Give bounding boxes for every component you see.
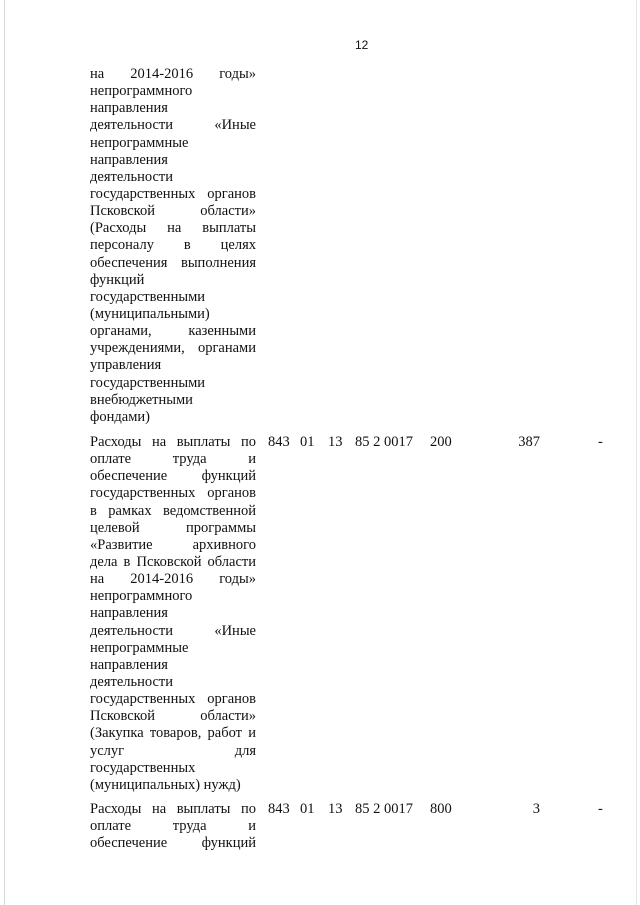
target-article-code: 85 2 0017 [355, 801, 413, 817]
description-line: непрограммного [90, 83, 193, 100]
description-line: (Закупка товаров, работ и [90, 725, 256, 742]
description-line: обеспечения выполнения [90, 254, 256, 271]
description-line: непрограммные [90, 639, 189, 656]
description-line: Псковской области» [90, 708, 256, 725]
admin-code: 843 [268, 801, 290, 817]
target-article-code: 85 2 0017 [355, 434, 413, 450]
description-line: на 2014-2016 годы» [90, 571, 256, 588]
empty-value-dash: - [598, 801, 603, 817]
description-line: (муниципальных) нужд) [90, 776, 241, 793]
description-line: направления [90, 100, 168, 117]
scan-edge-right [636, 0, 637, 905]
description-line: Псковской области» [90, 203, 256, 220]
description-line: персоналу в целях [90, 237, 256, 254]
description-line: учреждениями, органами [90, 340, 256, 357]
description-line: непрограммные [90, 134, 189, 151]
amount-value: 3 [532, 801, 540, 817]
empty-value-dash: - [598, 434, 603, 450]
description-line: на 2014-2016 годы» [90, 66, 256, 82]
row-description [90, 434, 256, 794]
description-line: оплате труда и [90, 451, 256, 468]
description-line: целевой программы [90, 519, 256, 536]
scan-edge-left [4, 0, 5, 905]
description-line: государственных органов [90, 691, 256, 708]
description-line: «Развитие архивного [90, 536, 256, 553]
row-description [90, 66, 256, 426]
description-line: государственных органов [90, 185, 256, 202]
section-code: 01 [300, 801, 315, 817]
description-line: оплате труда и [90, 818, 256, 835]
description-line: обеспечение функций [90, 835, 256, 852]
page-number: 12 [355, 38, 369, 52]
amount-value: 387 [518, 434, 540, 450]
description-line: направления [90, 656, 168, 673]
description-line: деятельности «Иные [90, 622, 256, 639]
description-line: (муниципальными) [90, 305, 210, 322]
description-line: государственных [90, 759, 196, 776]
description-line: Расходы на выплаты по [90, 801, 256, 817]
description-line: деятельности [90, 168, 174, 185]
row-description [90, 801, 256, 852]
description-line: Расходы на выплаты по [90, 434, 256, 450]
description-line: государственными [90, 288, 206, 305]
subsection-code: 13 [328, 434, 343, 450]
description-line: непрограммного [90, 588, 193, 605]
description-line: направления [90, 605, 168, 622]
description-line: управления [90, 357, 162, 374]
description-line: внебюджетными [90, 391, 193, 408]
subsection-code: 13 [328, 801, 343, 817]
description-line: дела в Псковской области [90, 553, 256, 570]
section-code: 01 [300, 434, 315, 450]
expense-type-code: 200 [430, 434, 452, 450]
description-line: функций [90, 271, 145, 288]
description-line: органами, казенными [90, 323, 256, 340]
expense-type-code: 800 [430, 801, 452, 817]
description-line: в рамках ведомственной [90, 502, 256, 519]
description-line: государственных органов [90, 485, 256, 502]
description-line: фондами) [90, 408, 150, 425]
description-line: услуг для [90, 742, 256, 759]
description-line: государственными [90, 374, 206, 391]
description-line: (Расходы на выплаты [90, 220, 256, 237]
description-line: деятельности «Иные [90, 117, 256, 134]
description-line: обеспечение функций [90, 468, 256, 485]
description-line: деятельности [90, 673, 174, 690]
description-line: направления [90, 151, 168, 168]
admin-code: 843 [268, 434, 290, 450]
